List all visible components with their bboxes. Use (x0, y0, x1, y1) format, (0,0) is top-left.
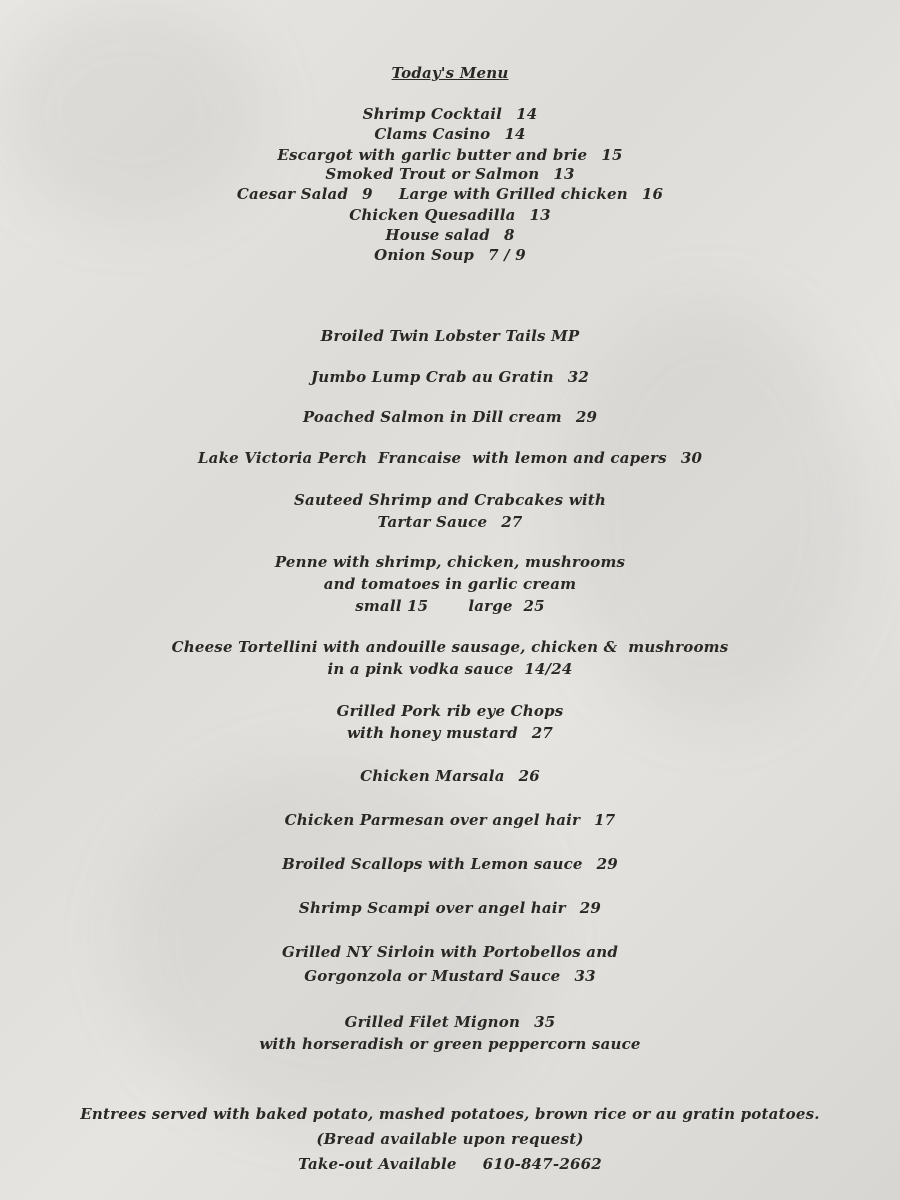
entree-sirloin-line1: Grilled NY Sirloin with Portobellos and (281, 943, 619, 961)
item-name: Grilled Filet Mignon (344, 1013, 521, 1031)
item-name: Onion Soup (374, 246, 475, 264)
entree-filet-line1 (0, 1012, 900, 1032)
item-price: 9 (362, 185, 373, 203)
entree-sirloin-line2 (0, 966, 900, 986)
footer-sides: Entrees served with baked potato, mashed potatoes, brown rice or au gratin potatoes. (80, 1105, 820, 1123)
item-price: 35 (534, 1013, 556, 1031)
entree-salmon (0, 407, 900, 427)
menu-item (0, 205, 900, 225)
entree-filet-line2: with horseradish or green peppercorn sauce (259, 1035, 641, 1053)
menu-item (0, 245, 900, 265)
item-price: 26 (518, 767, 540, 785)
entree-penne-line1: Penne with shrimp, chicken, mushrooms (274, 553, 626, 571)
entree-perch (0, 448, 900, 468)
item-name: Jumbo Lump Crab au Gratin (311, 368, 554, 386)
item-price: 32 (567, 368, 589, 386)
item-name: Tartar Sauce (377, 513, 488, 531)
item-price: 29 (596, 855, 618, 873)
entree-tortellini-line2: in a pink vodka sauce 14/24 (327, 660, 573, 678)
item-name: Chicken Parmesan over angel hair (284, 811, 581, 829)
item-price: 13 (529, 206, 551, 224)
item-name: House salad (385, 226, 490, 244)
item-price: 29 (579, 899, 602, 917)
item-name: Smoked Trout or Salmon (325, 165, 540, 183)
item-price: 14 (516, 105, 538, 123)
item-price: 14 (504, 125, 526, 143)
small-size: small 15 (355, 597, 429, 615)
menu-title: Today's Menu (391, 64, 509, 82)
item-price: 27 (501, 513, 523, 531)
item-name: Caesar Salad (236, 185, 349, 203)
entree-scampi (0, 898, 900, 918)
item-price: 15 (601, 146, 623, 164)
item-name: Poached Salmon in Dill cream (302, 408, 562, 426)
item-price: 33 (574, 967, 596, 985)
menu-item (0, 104, 900, 124)
item-name: Gorgonzola or Mustard Sauce (304, 967, 561, 985)
item-name: with honey mustard (346, 724, 518, 742)
item-extra-price: 16 (641, 185, 664, 203)
item-extra: Large with Grilled chicken (398, 185, 628, 203)
paper-shadow (560, 300, 860, 720)
phone-number: 610-847-2662 (482, 1155, 602, 1173)
item-price: 29 (575, 408, 598, 426)
takeout-label: Take-out Available (298, 1155, 457, 1173)
footer-takeout (0, 1154, 900, 1174)
entree-marsala (0, 766, 900, 786)
item-price: 13 (553, 165, 575, 183)
item-price: 17 (594, 811, 616, 829)
item-name: Lake Victoria Perch Francaise with lemon and capers (197, 449, 667, 467)
entree-lobster: Broiled Twin Lobster Tails MP (320, 327, 580, 345)
item-price: 30 (680, 449, 703, 467)
entree-shrimp-crab-line1: Sauteed Shrimp and Crabcakes with (294, 491, 606, 509)
footer-bread: (Bread available upon request) (316, 1130, 584, 1148)
menu-item (0, 124, 900, 144)
item-name: Chicken Marsala (360, 767, 505, 785)
entree-penne-sizes (0, 596, 900, 616)
item-price: 8 (503, 226, 515, 244)
item-name: Broiled Scallops with Lemon sauce (282, 855, 583, 873)
item-name: Clams Casino (374, 125, 491, 143)
item-price: 27 (531, 724, 554, 742)
entree-crab (0, 367, 900, 387)
menu-item (0, 145, 900, 165)
item-name: Shrimp Scampi over angel hair (298, 899, 566, 917)
menu-item (0, 225, 900, 245)
large-size: large 25 (468, 597, 545, 615)
entree-pork-line1: Grilled Pork rib eye Chops (336, 702, 564, 720)
item-price: 7 / 9 (488, 246, 526, 264)
entree-parmesan (0, 810, 900, 830)
menu-item (0, 184, 900, 204)
entree-tortellini-line1: Cheese Tortellini with andouille sausage, chicken & mushrooms (171, 638, 729, 656)
item-name: Shrimp Cocktail (362, 105, 503, 123)
item-name: Chicken Quesadilla (349, 206, 516, 224)
entree-shrimp-crab-line2 (0, 512, 900, 532)
entree-penne-line2: and tomatoes in garlic cream (323, 575, 577, 593)
menu-item (0, 164, 900, 184)
entree-pork-line2 (0, 723, 900, 743)
entree-scallops (0, 854, 900, 874)
item-name: Escargot with garlic butter and brie (277, 146, 588, 164)
